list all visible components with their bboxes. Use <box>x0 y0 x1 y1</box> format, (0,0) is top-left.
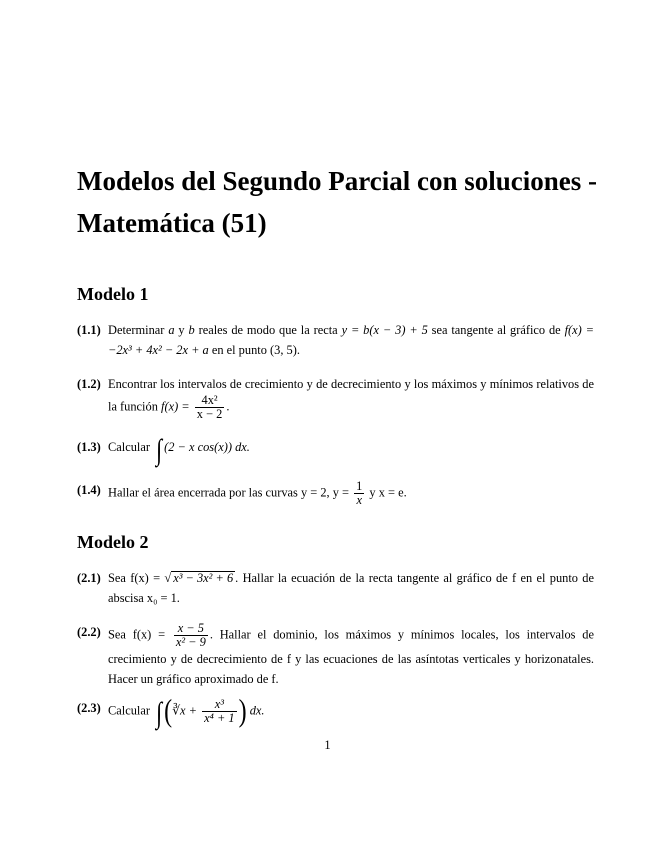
math-expression: f(x) = <box>161 399 193 414</box>
problem-text <box>108 695 594 730</box>
math-expression: ∛x + <box>172 703 201 718</box>
problem-number: (2.1) <box>77 571 101 585</box>
fraction-denominator: x⁴ + 1 <box>204 711 235 725</box>
problem-text <box>108 374 594 421</box>
fraction <box>174 622 208 649</box>
math-expression: y = b(x − 3) + 5 <box>341 323 428 337</box>
page-number: 1 <box>324 738 331 752</box>
text-segment: reales de modo que la recta <box>194 323 342 337</box>
problem-number: (1.3) <box>77 440 101 454</box>
radicand: x³ − 3x² + 6 <box>173 571 234 585</box>
text-segment: Calcular <box>108 703 154 718</box>
text-segment: Determinar <box>108 323 169 337</box>
fraction-numerator: x − 5 <box>174 622 208 636</box>
problem-2-1 <box>77 568 594 608</box>
text-segment: Hallar el área encerrada por las curvas y = 2, y = <box>108 485 353 500</box>
problem-text <box>108 480 594 507</box>
problem-1-1 <box>77 320 594 360</box>
problem-2-2 <box>77 622 594 689</box>
fraction-denominator: x − 2 <box>196 407 223 421</box>
problem-number: (2.3) <box>77 701 101 715</box>
page-title: Modelos del Segundo Parcial con soluciones - Matemática (51) <box>77 166 598 238</box>
problem-text <box>108 622 594 689</box>
text-segment: Sea f(x) = <box>108 627 172 642</box>
text-segment: y <box>174 323 189 337</box>
text-segment: Encontrar los intervalos de crecimiento y de decrecimiento y los máximos y mínimos relativos de la función <box>108 377 594 414</box>
text-segment: sea tangente al gráfico de <box>427 323 565 337</box>
fraction-denominator: x <box>356 493 362 507</box>
text-segment: . <box>226 399 230 414</box>
problem-text <box>108 320 594 360</box>
problem-1-2 <box>77 374 594 421</box>
problem-number: (2.2) <box>77 625 101 639</box>
problem-number: (1.2) <box>77 377 101 391</box>
text-segment: Sea f(x) = <box>108 571 165 585</box>
math-expression: f(x) = −2x³ + 4x² − 2x + a <box>108 323 594 357</box>
fraction-numerator: 1 <box>356 479 363 493</box>
math-var-a: a <box>168 323 175 337</box>
integral-sign-icon: ∫ <box>156 695 163 730</box>
math-expression: (2 − x cos(x)) dx. <box>164 440 250 454</box>
problem-1-4 <box>77 480 594 507</box>
text-segment: . Hallar la ecuación de la recta tangente al gráfico de f en el punto de abscisa x₀ = 1. <box>108 571 594 605</box>
math-expression: dx. <box>246 703 265 718</box>
fraction <box>202 698 237 725</box>
section-heading-modelo-2: Modelo 2 <box>77 532 149 552</box>
fraction <box>195 394 225 421</box>
text-segment: Calcular <box>108 440 154 454</box>
problem-text <box>108 568 594 608</box>
fraction-numerator: x³ <box>202 698 237 712</box>
text-segment: en el punto (3, 5). <box>208 343 300 357</box>
problem-1-3 <box>77 432 594 467</box>
fraction <box>354 480 364 507</box>
integral-sign-icon: ∫ <box>156 432 163 467</box>
square-root: √ x³ − 3x² + 6 <box>164 571 234 585</box>
problem-number: (1.1) <box>77 323 101 337</box>
text-segment: y x = e. <box>366 485 407 500</box>
problem-number: (1.4) <box>77 483 101 497</box>
problem-2-3 <box>77 695 594 730</box>
right-paren-icon: ) <box>238 695 247 730</box>
fraction-numerator: 4x² <box>195 394 225 408</box>
text-segment: . Hallar el dominio, los máximos y mínimos locales, los intervalos de crecimiento y de decrecimiento de f y las ecuaciones de las asíntotas verticales y horizonatales. Hacer un gráfico aproximado de f. <box>108 627 594 686</box>
fraction-denominator: x² − 9 <box>175 635 206 649</box>
problem-text <box>108 432 594 467</box>
left-paren-icon: ( <box>164 695 173 730</box>
section-heading-modelo-1: Modelo 1 <box>77 284 149 304</box>
math-var-b: b <box>188 323 195 337</box>
